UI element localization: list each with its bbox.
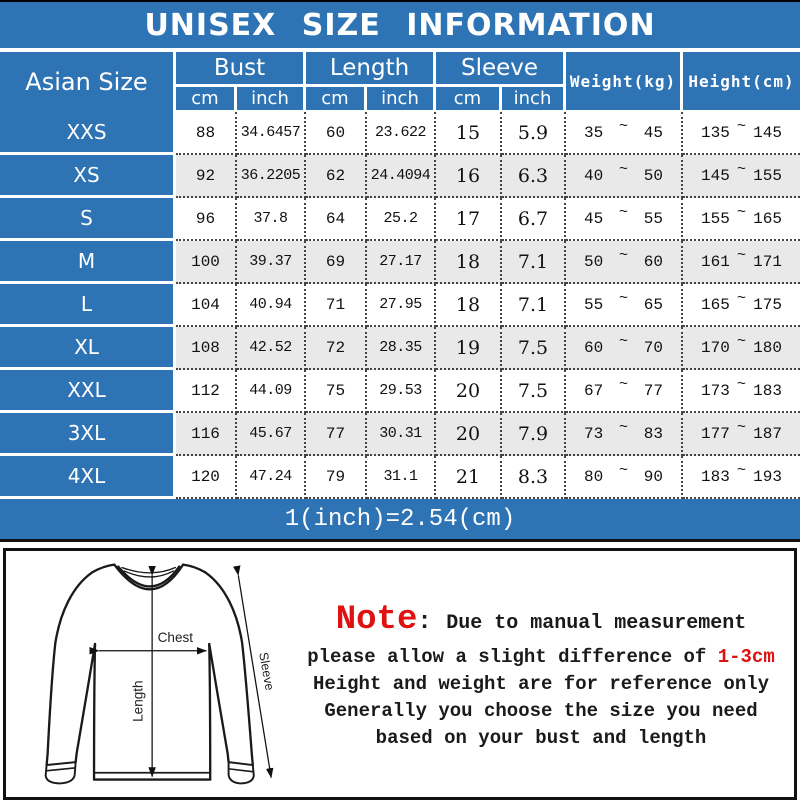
weight-max: 90	[643, 467, 663, 486]
sleeve-cm-value: 17	[436, 198, 502, 241]
bust-cm-value: 112	[176, 370, 237, 413]
weight-min: 45	[584, 209, 604, 228]
size-label: XXL	[0, 370, 176, 413]
height-min: 173	[701, 381, 730, 400]
sleeve-inch-value: 7.5	[502, 370, 566, 413]
weight-max: 60	[643, 252, 663, 271]
height-range	[683, 155, 800, 198]
height-min: 155	[701, 209, 730, 228]
weight-min: 67	[584, 381, 604, 400]
weight-min: 50	[584, 252, 604, 271]
weight-max: 45	[643, 123, 663, 142]
length-cm-value: 75	[306, 370, 367, 413]
weight-range	[566, 241, 683, 284]
length-inch-value: 29.53	[367, 370, 436, 413]
sleeve-cm-value: 20	[436, 413, 502, 456]
bust-inch-value: 39.37	[237, 241, 306, 284]
height-max: 145	[753, 123, 782, 142]
subheader-length-inch: inch	[367, 87, 436, 112]
tilde-separator: ~	[618, 247, 628, 264]
tilde-separator: ~	[736, 204, 746, 221]
bust-cm-value: 104	[176, 284, 237, 327]
weight-range	[566, 327, 683, 370]
size-label: XS	[0, 155, 176, 198]
sleeve-cm-value: 19	[436, 327, 502, 370]
sleeve-inch-value: 6.3	[502, 155, 566, 198]
sleeve-cm-value: 18	[436, 241, 502, 284]
sleeve-inch-value: 7.1	[502, 284, 566, 327]
bust-cm-value: 96	[176, 198, 237, 241]
note-word: Note	[335, 601, 418, 639]
tilde-separator: ~	[736, 462, 746, 479]
height-range	[683, 198, 800, 241]
subheader-sleeve-inch: inch	[502, 87, 566, 112]
bust-cm-value: 120	[176, 456, 237, 499]
note-line-5: based on your bust and length	[375, 727, 707, 749]
sleeve-inch-value: 5.9	[502, 112, 566, 155]
subheader-length-cm: cm	[306, 87, 367, 112]
sleeve-cm-value: 16	[436, 155, 502, 198]
length-inch-value: 25.2	[367, 198, 436, 241]
bust-inch-value: 42.52	[237, 327, 306, 370]
height-range	[683, 327, 800, 370]
title-bar	[0, 0, 800, 52]
weight-min: 55	[584, 295, 604, 314]
tilde-separator: ~	[618, 290, 628, 307]
header-sleeve: Sleeve	[436, 52, 566, 87]
note-line-4: Generally you choose the size you need	[324, 700, 758, 722]
note-line-2-text: please allow a slight difference of	[307, 646, 718, 668]
tilde-separator: ~	[618, 161, 628, 178]
size-table	[0, 52, 800, 499]
header-weight: Weight(kg)	[566, 52, 683, 112]
note-line-3: Height and weight are for reference only	[312, 673, 770, 695]
header-bust: Bust	[176, 52, 306, 87]
size-label: XL	[0, 327, 176, 370]
conversion-bar	[0, 499, 800, 542]
height-max: 175	[753, 295, 782, 314]
length-inch-value: 27.95	[367, 284, 436, 327]
weight-max: 55	[643, 209, 663, 228]
height-max: 183	[753, 381, 782, 400]
weight-range	[566, 155, 683, 198]
bust-cm-value: 116	[176, 413, 237, 456]
height-min: 183	[701, 467, 730, 486]
weight-range	[566, 198, 683, 241]
bust-inch-value: 44.09	[237, 370, 306, 413]
sleeve-inch-value: 8.3	[502, 456, 566, 499]
weight-max: 70	[643, 338, 663, 357]
shirt-measurement-diagram	[20, 554, 292, 796]
length-cm-value: 64	[306, 198, 367, 241]
tilde-separator: ~	[736, 419, 746, 436]
header-height: Height(cm)	[683, 52, 800, 112]
weight-min: 80	[584, 467, 604, 486]
length-cm-value: 69	[306, 241, 367, 284]
sleeve-cm-value: 15	[436, 112, 502, 155]
height-min: 170	[701, 338, 730, 357]
height-max: 171	[753, 252, 782, 271]
height-range	[683, 284, 800, 327]
size-label: 4XL	[0, 456, 176, 499]
length-inch-value: 28.35	[367, 327, 436, 370]
weight-min: 73	[584, 424, 604, 443]
tilde-separator: ~	[618, 118, 628, 135]
sleeve-cm-value: 21	[436, 456, 502, 499]
length-inch-value: 24.4094	[367, 155, 436, 198]
sleeve-cm-value: 18	[436, 284, 502, 327]
height-range	[683, 241, 800, 284]
height-max: 193	[753, 467, 782, 486]
height-range	[683, 413, 800, 456]
weight-min: 35	[584, 123, 604, 142]
tilde-separator: ~	[618, 376, 628, 393]
height-min: 161	[701, 252, 730, 271]
size-label: XXS	[0, 112, 176, 155]
sleeve-inch-value: 7.1	[502, 241, 566, 284]
height-min: 135	[701, 123, 730, 142]
measurement-panel	[3, 548, 797, 800]
chest-label: Chest	[157, 630, 194, 646]
height-max: 180	[753, 338, 782, 357]
height-min: 165	[701, 295, 730, 314]
subheader-bust-inch: inch	[237, 87, 306, 112]
sleeve-inch-value: 7.9	[502, 413, 566, 456]
height-max: 155	[753, 166, 782, 185]
height-min: 177	[701, 424, 730, 443]
sleeve-label: Sleeve	[256, 651, 277, 692]
bust-inch-value: 45.67	[237, 413, 306, 456]
length-inch-value: 27.17	[367, 241, 436, 284]
bust-inch-value: 37.8	[237, 198, 306, 241]
note-colon: :	[417, 609, 447, 636]
bust-cm-value: 88	[176, 112, 237, 155]
weight-range	[566, 456, 683, 499]
note-line-1-text: Due to manual measurement	[446, 612, 747, 635]
length-inch-value: 23.622	[367, 112, 436, 155]
header-asian-size: Asian Size	[0, 52, 176, 112]
tilde-separator: ~	[618, 419, 628, 436]
length-cm-value: 71	[306, 284, 367, 327]
length-cm-value: 62	[306, 155, 367, 198]
bust-inch-value: 36.2205	[237, 155, 306, 198]
bust-inch-value: 47.24	[237, 456, 306, 499]
tilde-separator: ~	[736, 376, 746, 393]
height-range	[683, 456, 800, 499]
weight-max: 83	[643, 424, 663, 443]
tilde-separator: ~	[736, 333, 746, 350]
weight-max: 50	[643, 166, 663, 185]
tilde-separator: ~	[736, 290, 746, 307]
bust-cm-value: 100	[176, 241, 237, 284]
weight-max: 65	[643, 295, 663, 314]
note-line-1	[294, 600, 788, 644]
size-label: L	[0, 284, 176, 327]
length-inch-value: 30.31	[367, 413, 436, 456]
weight-min: 60	[584, 338, 604, 357]
sleeve-inch-value: 6.7	[502, 198, 566, 241]
weight-range	[566, 413, 683, 456]
tilde-separator: ~	[736, 161, 746, 178]
sleeve-cm-value: 20	[436, 370, 502, 413]
bust-cm-value: 108	[176, 327, 237, 370]
tilde-separator: ~	[736, 118, 746, 135]
weight-max: 77	[643, 381, 663, 400]
tilde-separator: ~	[618, 333, 628, 350]
size-label: 3XL	[0, 413, 176, 456]
note-line-2	[294, 644, 788, 671]
weight-min: 40	[584, 166, 604, 185]
header-length: Length	[306, 52, 436, 87]
height-range	[683, 112, 800, 155]
length-label: Length	[130, 680, 146, 722]
conversion-note: 1(inch)=2.54(cm)	[284, 505, 516, 533]
length-cm-value: 60	[306, 112, 367, 155]
weight-range	[566, 370, 683, 413]
height-min: 145	[701, 166, 730, 185]
bust-cm-value: 92	[176, 155, 237, 198]
shirt-outline	[46, 565, 254, 784]
weight-range	[566, 112, 683, 155]
size-label: S	[0, 198, 176, 241]
length-inch-value: 31.1	[367, 456, 436, 499]
length-cm-value: 72	[306, 327, 367, 370]
bust-inch-value: 34.6457	[237, 112, 306, 155]
sleeve-inch-value: 7.5	[502, 327, 566, 370]
tilde-separator: ~	[618, 204, 628, 221]
note-block	[294, 600, 788, 752]
page-title: UNISEX SIZE INFORMATION	[144, 7, 656, 43]
subheader-bust-cm: cm	[176, 87, 237, 112]
subheader-sleeve-cm: cm	[436, 87, 502, 112]
note-tolerance-value: 1-3cm	[717, 646, 775, 668]
size-label: M	[0, 241, 176, 284]
weight-range	[566, 284, 683, 327]
bust-inch-value: 40.94	[237, 284, 306, 327]
height-max: 187	[753, 424, 782, 443]
length-cm-value: 77	[306, 413, 367, 456]
tilde-separator: ~	[736, 247, 746, 264]
height-range	[683, 370, 800, 413]
length-cm-value: 79	[306, 456, 367, 499]
height-max: 165	[753, 209, 782, 228]
tilde-separator: ~	[618, 462, 628, 479]
